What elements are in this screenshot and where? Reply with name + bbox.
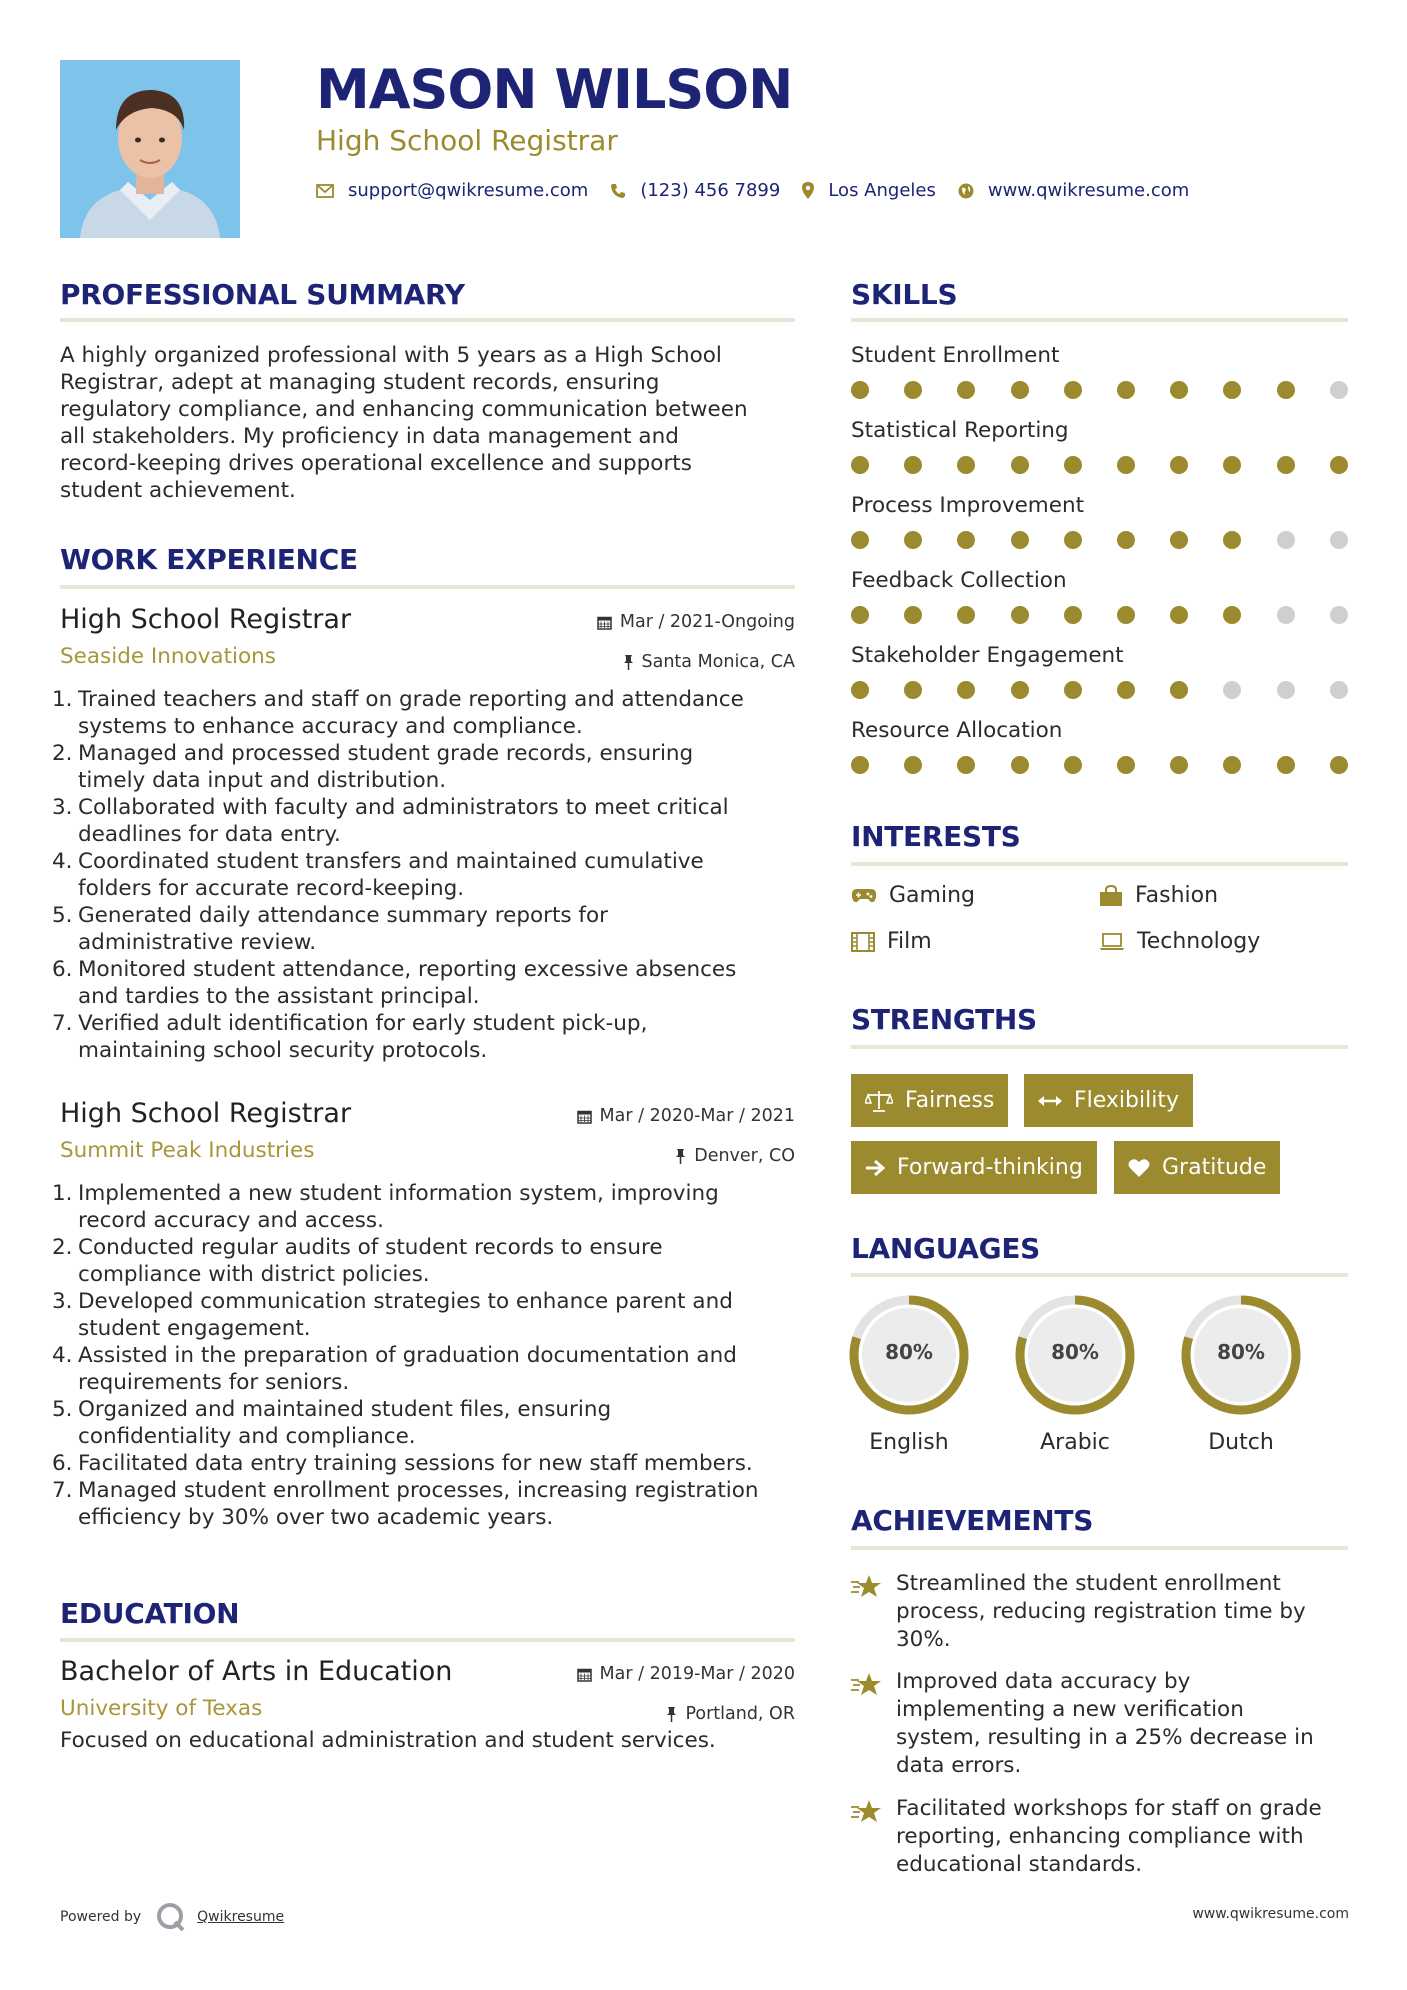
interest-label: Fashion xyxy=(1135,883,1219,908)
duty-item: 3. Collaborated with faculty and administrators to meet critical deadlines for data entry. xyxy=(52,795,729,847)
job-location-text: Santa Monica, CA xyxy=(641,652,795,672)
rating-dot-filled xyxy=(1277,756,1295,774)
summary-line: student achievement. xyxy=(60,478,296,503)
interest-item xyxy=(851,929,932,954)
rating-dot-filled xyxy=(904,456,922,474)
duty-item: 4. Assisted in the preparation of graduation documentation and requirements for seniors. xyxy=(52,1343,737,1395)
pin-icon xyxy=(666,1706,677,1722)
rating-dot-empty xyxy=(1277,681,1295,699)
language-percent: 80% xyxy=(885,1340,933,1364)
skill-rating xyxy=(851,756,1351,776)
skill-item xyxy=(851,568,1351,593)
rating-dot-filled xyxy=(957,756,975,774)
skill-rating xyxy=(851,456,1351,476)
interest-item xyxy=(851,883,975,908)
rating-dot-filled xyxy=(1170,531,1188,549)
duty-item: 5. Organized and maintained student files, ensuring confidentiality and compliance. xyxy=(52,1397,612,1449)
rating-dot-filled xyxy=(1170,681,1188,699)
summary-heading: PROFESSIONAL SUMMARY xyxy=(60,278,465,311)
rating-dot-filled xyxy=(1011,456,1029,474)
interest-label: Film xyxy=(887,929,932,954)
rating-dot-filled xyxy=(904,606,922,624)
language-name: Arabic xyxy=(1040,1430,1110,1455)
job-duties xyxy=(52,1180,795,1531)
laptop-icon xyxy=(1099,933,1125,951)
rating-dot-filled xyxy=(957,531,975,549)
rating-dot-filled xyxy=(1117,381,1135,399)
rating-dot-empty xyxy=(1330,681,1348,699)
interest-label: Gaming xyxy=(889,883,975,908)
duty-item: 6. Facilitated data entry training sessions for new staff members. xyxy=(52,1451,753,1476)
skill-item xyxy=(851,418,1351,443)
calendar-icon xyxy=(577,1109,592,1124)
footer-website[interactable]: www.qwikresume.com xyxy=(1192,1906,1349,1922)
summary-line: all stakeholders. My proficiency in data management and xyxy=(60,424,679,449)
star-icon xyxy=(851,1574,883,1600)
job-location xyxy=(675,1146,795,1166)
strength-chip xyxy=(1024,1074,1193,1127)
rating-dot-filled xyxy=(1170,756,1188,774)
skill-rating xyxy=(851,381,1351,401)
contact-phone[interactable] xyxy=(610,180,780,201)
arrow-right-icon xyxy=(865,1159,885,1177)
footer-powered-by xyxy=(60,1902,284,1932)
job-title: High School Registrar xyxy=(60,604,352,635)
phone-icon xyxy=(610,183,626,199)
language-item xyxy=(1178,1292,1304,1455)
rating-dot-filled xyxy=(1064,381,1082,399)
rating-dot-filled xyxy=(1117,531,1135,549)
languages-heading: LANGUAGES xyxy=(851,1232,1041,1265)
rating-dot-filled xyxy=(1011,756,1029,774)
rating-dot-filled xyxy=(957,381,975,399)
contact-website[interactable] xyxy=(958,180,1189,201)
job-date-text: Mar / 2020-Mar / 2021 xyxy=(599,1106,795,1126)
rating-dot-filled xyxy=(904,381,922,399)
rating-dot-filled xyxy=(851,531,869,549)
job-date-text: Mar / 2021-Ongoing xyxy=(619,612,795,632)
skill-rating xyxy=(851,531,1351,551)
achievement-text: Improved data accuracy by implementing a new verification system, resulting in a 25% decrease in data errors. xyxy=(896,1669,1314,1778)
language-item xyxy=(846,1292,972,1455)
rating-dot-filled xyxy=(1223,756,1241,774)
rating-dot-empty xyxy=(1330,531,1348,549)
languages-divider xyxy=(851,1273,1348,1277)
calendar-icon xyxy=(577,1667,592,1682)
contact-location xyxy=(802,180,936,201)
rating-dot-filled xyxy=(1064,531,1082,549)
rating-dot-filled xyxy=(957,456,975,474)
strength-chip xyxy=(1114,1141,1280,1194)
duty-item: 1. Implemented a new student information system, improving record accuracy and access. xyxy=(52,1181,719,1233)
film-icon xyxy=(851,932,875,952)
experience-heading: WORK EXPERIENCE xyxy=(60,543,358,576)
achievement-text: Facilitated workshops for staff on grade reporting, enhancing compliance with educational standards. xyxy=(896,1796,1322,1877)
summary-line: A highly organized professional with 5 years as a High School xyxy=(60,343,722,368)
rating-dot-filled xyxy=(1277,456,1295,474)
rating-dot-filled xyxy=(904,681,922,699)
job-title: High School Registrar xyxy=(60,1098,352,1129)
star-icon xyxy=(851,1799,883,1825)
rating-dot-filled xyxy=(851,681,869,699)
strength-label: Fairness xyxy=(905,1088,995,1113)
balance-scale-icon xyxy=(865,1090,893,1112)
candidate-title: High School Registrar xyxy=(316,124,618,157)
achievement-text: Streamlined the student enrollment process, reducing registration time by 30%. xyxy=(896,1571,1306,1652)
contact-email[interactable] xyxy=(316,180,588,201)
gamepad-icon xyxy=(851,888,877,904)
summary-line: Registrar, adept at managing student records, ensuring xyxy=(60,370,660,395)
rating-dot-filled xyxy=(851,456,869,474)
website-text: www.qwikresume.com xyxy=(987,180,1190,201)
rating-dot-empty xyxy=(1277,531,1295,549)
map-marker-icon xyxy=(802,182,814,199)
skills-heading: SKILLS xyxy=(851,278,958,311)
language-percent: 80% xyxy=(1217,1340,1265,1364)
rating-dot-filled xyxy=(851,606,869,624)
education-divider xyxy=(60,1638,795,1642)
education-date-text: Mar / 2019-Mar / 2020 xyxy=(599,1664,795,1684)
summary-line: record-keeping drives operational excellence and supports xyxy=(60,451,692,476)
rating-dot-empty xyxy=(1277,606,1295,624)
language-name: English xyxy=(869,1430,949,1455)
degree-title: Bachelor of Arts in Education xyxy=(60,1656,453,1687)
interest-item xyxy=(1099,929,1260,954)
rating-dot-filled xyxy=(1223,606,1241,624)
skill-name: Student Enrollment xyxy=(851,343,1060,368)
achievements-divider xyxy=(851,1546,1348,1550)
skill-name: Process Improvement xyxy=(851,493,1085,518)
rating-dot-filled xyxy=(1170,606,1188,624)
job-date xyxy=(577,1106,795,1126)
strength-label: Gratitude xyxy=(1162,1155,1267,1180)
pin-icon xyxy=(623,654,634,670)
education-entry xyxy=(60,1656,795,1753)
rating-dot-empty xyxy=(1330,381,1348,399)
interest-item xyxy=(1099,883,1218,908)
rating-dot-filled xyxy=(1117,606,1135,624)
skill-name: Stakeholder Engagement xyxy=(851,643,1124,668)
job-location-text: Denver, CO xyxy=(694,1146,795,1166)
skill-item xyxy=(851,493,1351,518)
skill-item xyxy=(851,343,1351,368)
rating-dot-filled xyxy=(1277,381,1295,399)
rating-dot-empty xyxy=(1223,681,1241,699)
rating-dot-empty xyxy=(1330,606,1348,624)
rating-dot-filled xyxy=(1330,456,1348,474)
job-company: Summit Peak Industries xyxy=(60,1138,315,1163)
job-company: Seaside Innovations xyxy=(60,644,276,669)
arrows-horizontal-icon xyxy=(1038,1095,1062,1107)
job-date xyxy=(597,612,795,632)
summary-line: regulatory compliance, and enhancing communication between xyxy=(60,397,748,422)
strengths-heading: STRENGTHS xyxy=(851,1003,1037,1036)
interest-label: Technology xyxy=(1137,929,1261,954)
rating-dot-filled xyxy=(1064,456,1082,474)
summary-divider xyxy=(60,318,795,322)
job-entry xyxy=(52,604,795,1063)
contact-bar xyxy=(316,180,1211,201)
education-date xyxy=(577,1664,795,1684)
heart-icon xyxy=(1128,1158,1150,1178)
profile-photo xyxy=(60,60,240,238)
location-text: Los Angeles xyxy=(828,180,936,201)
education-location-text: Portland, OR xyxy=(685,1704,795,1724)
duty-item: 2. Managed and processed student grade records, ensuring timely data input and distribution. xyxy=(52,741,694,793)
rating-dot-filled xyxy=(1170,381,1188,399)
brand-link[interactable]: Qwikresume xyxy=(197,1909,285,1925)
rating-dot-filled xyxy=(1223,531,1241,549)
skill-item xyxy=(851,643,1351,668)
rating-dot-filled xyxy=(957,606,975,624)
phone-text: (123) 456 7899 xyxy=(640,180,781,201)
rating-dot-filled xyxy=(1223,456,1241,474)
job-duties xyxy=(52,686,795,1064)
strengths-divider xyxy=(851,1045,1348,1049)
duty-item: 2. Conducted regular audits of student records to ensure compliance with district policies. xyxy=(52,1235,663,1287)
interests-heading: INTERESTS xyxy=(851,820,1021,853)
skill-rating xyxy=(851,606,1351,626)
rating-dot-filled xyxy=(1064,756,1082,774)
rating-dot-filled xyxy=(1011,606,1029,624)
skill-name: Statistical Reporting xyxy=(851,418,1069,443)
powered-by-text: Powered by xyxy=(60,1909,142,1925)
education-heading: EDUCATION xyxy=(60,1597,240,1630)
globe-icon xyxy=(958,183,974,199)
education-description: Focused on educational administration and student services. xyxy=(60,1728,716,1753)
rating-dot-filled xyxy=(1170,456,1188,474)
strength-label: Forward-thinking xyxy=(897,1155,1083,1180)
rating-dot-filled xyxy=(904,531,922,549)
language-name: Dutch xyxy=(1208,1430,1274,1455)
job-entry xyxy=(52,1098,795,1530)
duty-item: 7. Verified adult identification for early student pick-up, maintaining school security protocols. xyxy=(52,1011,648,1063)
rating-dot-filled xyxy=(1011,531,1029,549)
summary-text xyxy=(60,342,795,504)
envelope-icon xyxy=(316,184,334,198)
duty-item: 7. Managed student enrollment processes, increasing registration efficiency by 30% over two academic years. xyxy=(52,1478,759,1530)
interests-divider xyxy=(851,862,1348,866)
rating-dot-filled xyxy=(957,681,975,699)
education-location xyxy=(666,1704,795,1724)
calendar-icon xyxy=(597,615,612,630)
rating-dot-filled xyxy=(1117,756,1135,774)
rating-dot-filled xyxy=(851,381,869,399)
star-icon xyxy=(851,1672,883,1698)
rating-dot-filled xyxy=(851,756,869,774)
rating-dot-filled xyxy=(1011,681,1029,699)
rating-dot-filled xyxy=(1117,681,1135,699)
rating-dot-filled xyxy=(1117,456,1135,474)
candidate-name: MASON WILSON xyxy=(316,58,793,121)
rating-dot-filled xyxy=(1064,681,1082,699)
achievements-heading: ACHIEVEMENTS xyxy=(851,1504,1094,1537)
strength-chip xyxy=(851,1141,1097,1194)
rating-dot-filled xyxy=(1064,606,1082,624)
language-percent: 80% xyxy=(1051,1340,1099,1364)
pin-icon xyxy=(675,1148,686,1164)
skill-rating xyxy=(851,681,1351,701)
strength-chip xyxy=(851,1074,1008,1127)
duty-item: 3. Developed communication strategies to enhance parent and student engagement. xyxy=(52,1289,733,1341)
duty-item: 4. Coordinated student transfers and maintained cumulative folders for accurate record-keeping. xyxy=(52,849,704,901)
shopping-bag-icon xyxy=(1099,885,1123,907)
rating-dot-filled xyxy=(904,756,922,774)
school-name: University of Texas xyxy=(60,1696,263,1721)
rating-dot-filled xyxy=(1223,381,1241,399)
duty-item: 6. Monitored student attendance, reporting excessive absences and tardies to the assistant principal. xyxy=(52,957,737,1009)
email-text: support@qwikresume.com xyxy=(348,180,589,201)
job-location xyxy=(623,652,796,672)
skills-divider xyxy=(851,318,1348,322)
rating-dot-filled xyxy=(1011,381,1029,399)
skill-name: Resource Allocation xyxy=(851,718,1063,743)
duty-item: 5. Generated daily attendance summary reports for administrative review. xyxy=(52,903,608,955)
language-item xyxy=(1012,1292,1138,1455)
qwikresume-logo-icon xyxy=(155,1902,187,1932)
experience-divider xyxy=(60,585,795,589)
skill-name: Feedback Collection xyxy=(851,568,1067,593)
strength-label: Flexibility xyxy=(1074,1088,1179,1113)
duty-item: 1. Trained teachers and staff on grade reporting and attendance systems to enhance accuracy and compliance. xyxy=(52,687,744,739)
skill-item xyxy=(851,718,1351,743)
rating-dot-filled xyxy=(1330,756,1348,774)
